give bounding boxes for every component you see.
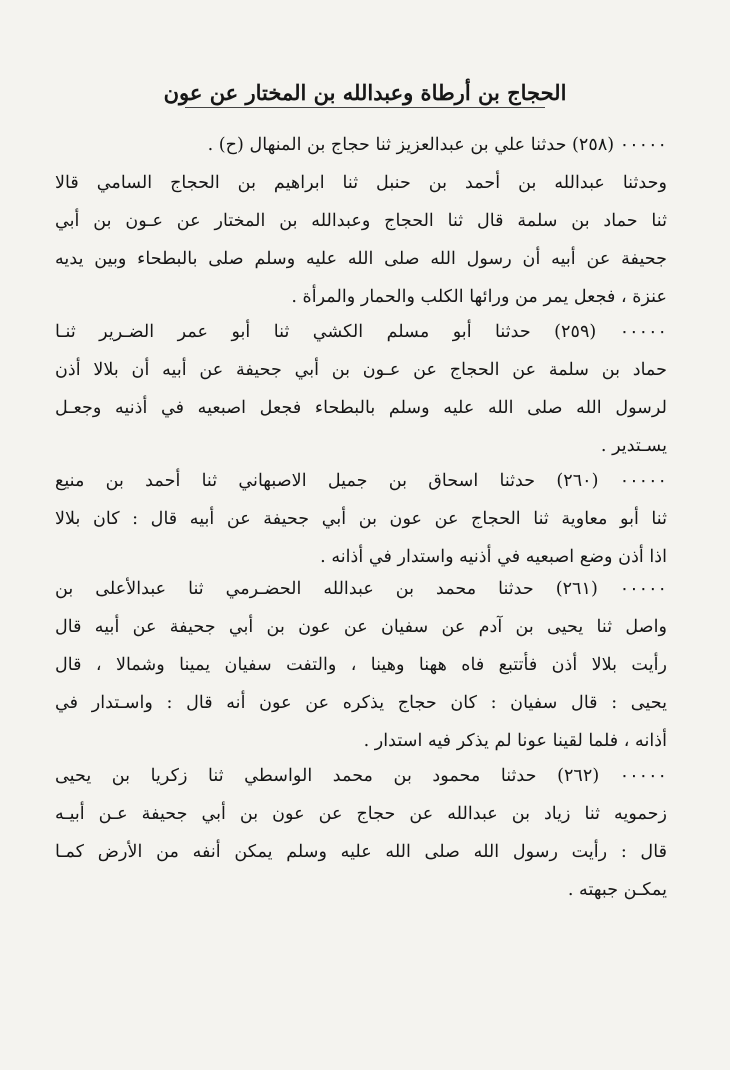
text-line: حماد بن سلمة عن الحجاج عن عـون بن أبي جحيفة عن أبيه أن بلالا أذن [55, 360, 667, 380]
hadith-entry-260 [55, 462, 667, 576]
text-line: ثنا أبو معاوية ثنا الحجاج عن عون بن أبي جحيفة عن أبيه قال : كان بلالا [55, 509, 667, 529]
text-line: يسـتدير . [600, 436, 667, 456]
text-line: لرسول الله صلى الله عليه وسلم بالبطحاء فجعل اصبعيه في أذنيه وجعـل [55, 398, 667, 418]
text-line: أذانه ، فلما لقينا عونا لم يذكر فيه استدار . [363, 731, 667, 751]
text-line: ٠٠٠٠٠ (٢٥٩) حدثنا أبو مسلم الكشي ثنا أبو عمر الضـرير ثنـا [55, 322, 667, 342]
text-line: واصل ثنا يحيى بن آدم عن سفيان عن عون بن أبي جحيفة عن أبيه قال [55, 617, 667, 637]
text-line: ٠٠٠٠٠ (٢٦٠) حدثنا اسحاق بن جميل الاصبهاني ثنا أحمد بن منيع [55, 471, 667, 491]
hadith-entry-261 [55, 570, 667, 760]
text-line: يمكـن جبهته . [567, 880, 667, 900]
chapter-heading [0, 80, 730, 108]
text-line: رأيت بلالا أذن فأتتبع فاه ههنا وهينا ، والتفت سفيان يمينا وشمالا ، قال [55, 655, 667, 675]
text-line: ٠٠٠٠٠ (٢٦١) حدثنا محمد بن عبدالله الحضـرمي ثنا عبدالأعلى بن [55, 579, 667, 599]
hadith-entry-259 [55, 313, 667, 465]
text-line: قال : رأيت رسول الله صلى الله عليه وسلم يمكن أنفه من الأرض كمـا [55, 842, 667, 862]
text-line: وحدثنا عبدالله بن أحمد بن حنبل ثنا ابراهيم بن الحجاج السامي قالا [55, 173, 667, 193]
text-line: ٠٠٠٠٠ (٢٦٢) حدثنا محمود بن محمد الواسطي ثنا زكريا بن يحيى [55, 766, 667, 786]
hadith-entry-262 [55, 757, 667, 909]
text-line: جحيفة عن أبيه أن رسول الله صلى الله عليه وسلم صلى بالبطحاء وبين يديه [55, 249, 667, 269]
text-line: عنزة ، فجعل يمر من ورائها الكلب والحمار والمرأة . [291, 287, 667, 307]
text-line: يحيى : قال سفيان : كان حجاج يذكره عن عون أنه قال : واسـتدار في [55, 693, 667, 713]
text-line: زحمويه ثنا زياد بن عبدالله عن حجاج عن عون بن أبي جحيفة عـن أبيـه [55, 804, 667, 824]
text-line: ثنا حماد بن سلمة قال ثنا الحجاج وعبدالله بن المختار عن عـون بن أبي [55, 211, 667, 231]
chapter-heading-text: الحجاج بن أرطاة وعبدالله بن المختار عن عون [163, 80, 567, 105]
text-line: اذا أذن وضع اصبعيه في أذنيه واستدار في أذانه . [320, 547, 667, 567]
heading-underline [185, 107, 545, 108]
text-line: ٠٠٠٠٠ (٢٥٨) حدثنا علي بن عبدالعزيز ثنا حجاج بن المنهال (ح) . [207, 135, 667, 155]
hadith-entry-258 [55, 126, 667, 316]
